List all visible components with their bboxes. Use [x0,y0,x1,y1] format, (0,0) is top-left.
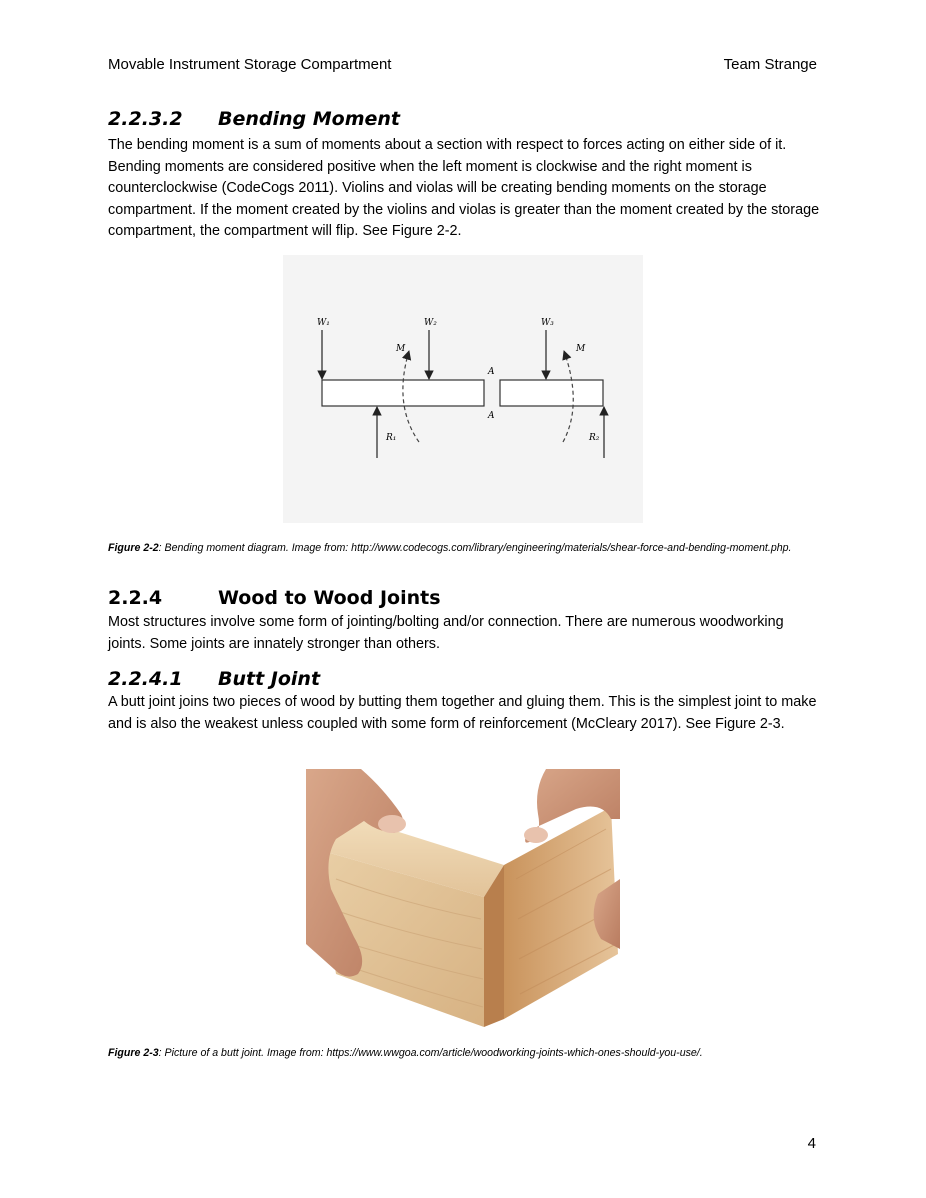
section-heading-wood-joints [108,587,441,609]
w2-label: W₂ [424,318,437,328]
w3-label: W₃ [541,318,554,328]
header-team: Team Strange [723,56,817,73]
left-thumbnail [378,815,406,833]
figure-2-2-caption-text: : Bending moment diagram. Image from: http://www.codecogs.com/library/engineering/materials/shear-force-and-bending-moment.php. [158,542,792,554]
section-title: Butt Joint [218,668,321,690]
figure-2-2-label: Figure 2-2 [108,542,159,554]
w1-label: W₁ [317,318,330,328]
figure-2-3-label: Figure 2-3 [108,1047,159,1059]
section-number: 2.2.3.2 [108,108,183,130]
section-a-bottom-label: A [488,411,495,421]
left-moment-label: M [396,344,406,354]
figure-2-3-caption-text: : Picture of a butt joint. Image from: https://www.wwgoa.com/article/woodworking-joints-which-ones-should-you-use/. [158,1047,703,1059]
figure-2-3-caption [108,1045,820,1062]
right-moment-label: M [576,344,586,354]
page-number: 4 [807,1135,816,1152]
right-beam [500,380,603,406]
r1-label: R₁ [386,433,397,443]
section-number: 2.2.4.1 [108,668,183,690]
paragraph-wood-joints: Most structures involve some form of jointing/bolting and/or connection. There are numerous woodworking joints. Some joints are innately stronger than others. [108,614,784,652]
section-a-top-label: A [488,367,495,377]
paragraph-butt-joint: A butt joint joins two pieces of wood by butting them together and gluing them. This is the simplest joint to make and is also the weakest unless coupled with some form of reinforcement (McCleary 2017). See Figure 2-3. [108,694,817,732]
section-number: 2.2.4 [108,587,163,609]
header-title: Movable Instrument Storage Compartment [108,56,392,73]
paragraph-bending-moment: The bending moment is a sum of moments about a section with respect to forces acting on either side of it. Bending moments are considered positive when the left moment is clockwise and the right moment is counterclockwise (CodeCogs 2011). Violins and violas will be creating bending moments on the storage compartment. If the moment created by the violins and violas is greater than the moment created by the storage compartment, the compartment will flip. See Figure 2-2. [108,137,820,239]
section-title: Bending Moment [218,108,401,130]
r2-label: R₂ [589,433,600,443]
section-heading-bending-moment [108,108,400,130]
right-thumbnail [524,827,548,843]
section-heading-butt-joint [108,668,320,690]
butt-joint-photo [306,769,620,1031]
bending-moment-diagram [283,255,643,523]
section-title: Wood to Wood Joints [218,587,441,609]
figure-2-2-caption [108,540,820,557]
